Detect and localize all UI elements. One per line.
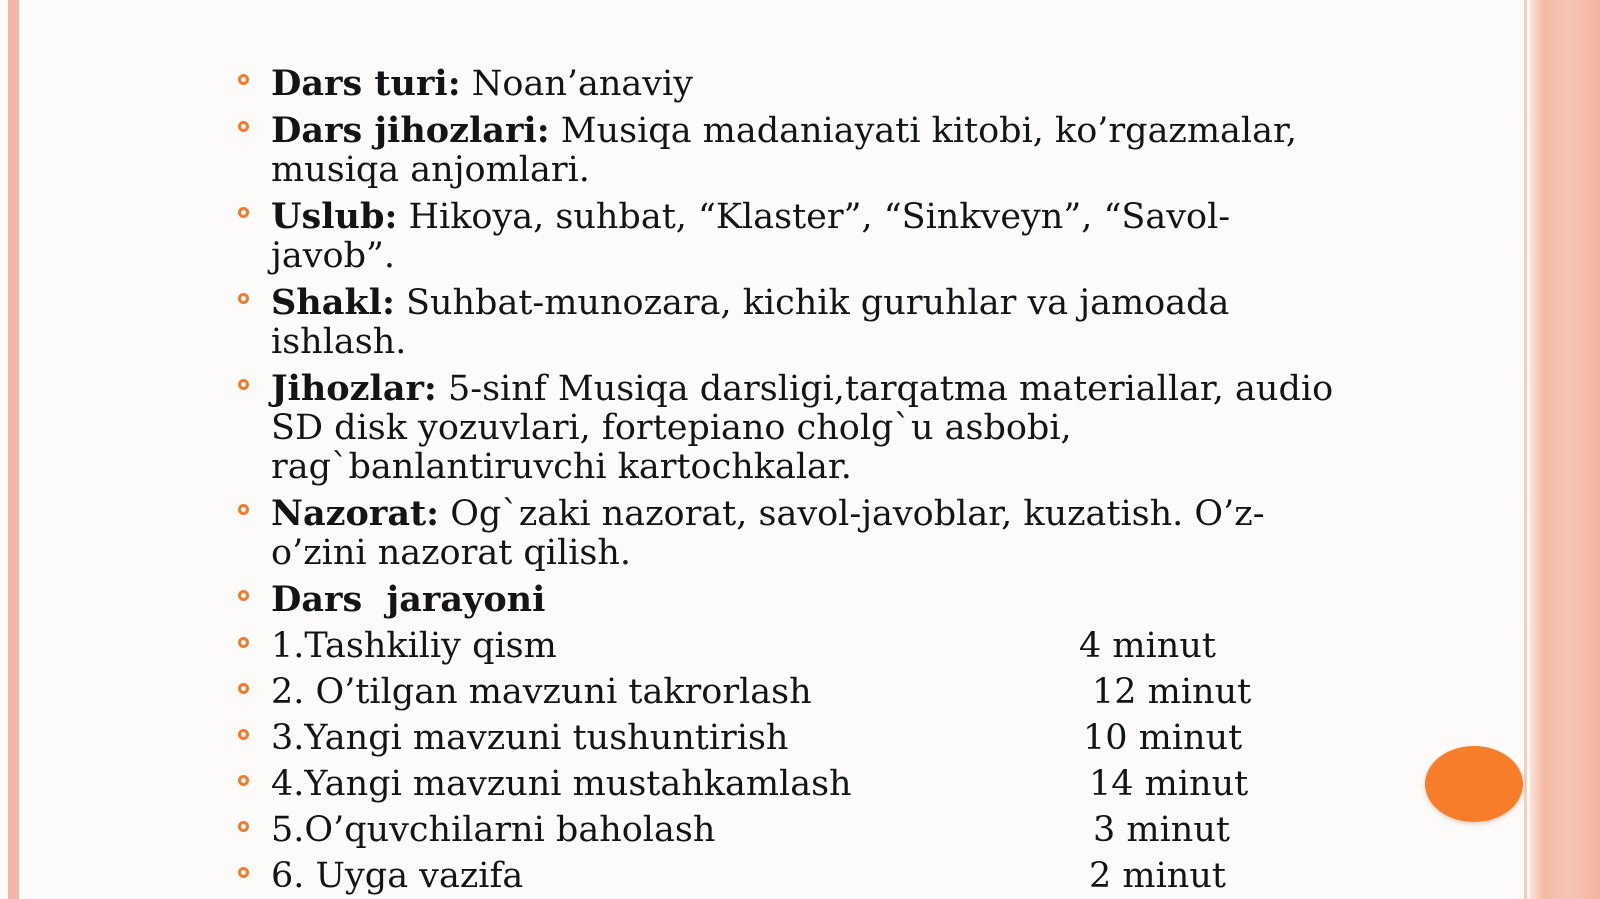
step-name: 2. O’tilgan mavzuni takrorlash (271, 672, 812, 712)
list-item-dars-jihozlari (234, 111, 1354, 190)
step-name: 4.Yangi mavzuni mustahkamlash (271, 764, 852, 804)
bullet-icon (238, 504, 249, 515)
step-duration: 12 minut (1092, 672, 1252, 712)
bullet-icon (238, 637, 249, 648)
item-text: Og`zaki nazorat, savol-javoblar, kuzatish. O’z-o’zini nazorat qilish. (271, 494, 1265, 573)
item-text: 5-sinf Musiqa darsligi,tarqatma materiallar, audio SD disk yozuvlari, fortepiano cholg`u asbobi, rag`banlantiruvchi kartochkalar. (271, 369, 1334, 487)
bullet-icon (238, 867, 249, 878)
item-text: Musiqa madaniayati kitobi, ko’rgazmalar, musiqa anjomlari. (271, 111, 1297, 190)
item-label: Nazorat: (271, 493, 440, 534)
item-text: Noan’anaviy (460, 64, 694, 104)
orange-circle-decoration (1425, 746, 1523, 822)
bullet-icon (238, 775, 249, 786)
step-duration: 14 minut (1089, 764, 1249, 804)
step-duration: 4 minut (1079, 626, 1216, 666)
step-row (234, 719, 1354, 758)
right-accent-band (1530, 0, 1600, 899)
list-item-nazorat (234, 494, 1354, 573)
bullet-icon (238, 121, 249, 132)
bullet-icon (238, 821, 249, 832)
step-duration: 2 minut (1089, 856, 1226, 896)
bullet-icon (238, 379, 249, 390)
step-duration: 10 minut (1083, 718, 1243, 758)
step-duration: 3 minut (1093, 810, 1230, 850)
step-row (234, 811, 1354, 850)
bullet-icon (238, 729, 249, 740)
bullet-list (234, 64, 1354, 896)
left-accent-bar (8, 0, 19, 899)
heading-text: Dars jarayoni (271, 579, 546, 620)
list-item-dars-turi (234, 64, 1354, 104)
bullet-icon (238, 683, 249, 694)
item-label: Jihozlar: (271, 368, 437, 409)
item-text: Hikoya, suhbat, “Klaster”, “Sinkveyn”, “Savol-javob”. (271, 197, 1231, 276)
item-label: Uslub: (271, 196, 398, 237)
item-text: Suhbat-munozara, kichik guruhlar va jamoada ishlash. (271, 283, 1230, 362)
item-label: Shakl: (271, 282, 395, 323)
bullet-icon (238, 74, 249, 85)
step-name: 1.Tashkiliy qism (271, 626, 557, 666)
right-accent-line (1524, 0, 1527, 899)
lesson-flow-heading (234, 580, 1354, 620)
list-item-jihozlar (234, 369, 1354, 487)
item-label: Dars jihozlari: (271, 110, 550, 151)
step-row (234, 857, 1354, 896)
bullet-icon (238, 590, 249, 601)
step-name: 5.O’quvchilarni baholash (271, 810, 716, 850)
list-item-shakl (234, 283, 1354, 362)
step-name: 3.Yangi mavzuni tushuntirish (271, 718, 789, 758)
step-row (234, 627, 1354, 666)
item-label: Dars turi: (271, 63, 461, 104)
bullet-icon (238, 293, 249, 304)
step-row (234, 765, 1354, 804)
list-item-uslub (234, 197, 1354, 276)
bullet-icon (238, 207, 249, 218)
step-row (234, 673, 1354, 712)
step-name: 6. Uyga vazifa (271, 856, 524, 896)
